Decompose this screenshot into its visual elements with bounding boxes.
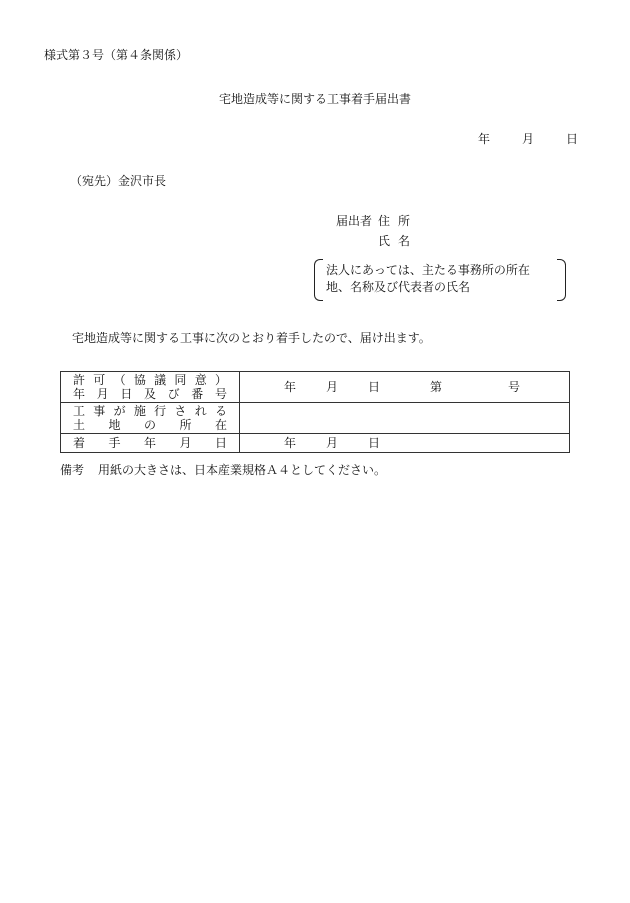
date-month-label: 月 [522, 132, 535, 146]
corporate-note [314, 259, 566, 299]
date-day-label: 日 [566, 132, 579, 146]
table-row [61, 434, 570, 453]
remark-label: 備考 [60, 463, 85, 477]
remark [60, 463, 386, 477]
addressee: （宛先）金沢市長 [70, 174, 167, 188]
table-row [61, 372, 570, 403]
right-bracket [557, 259, 566, 301]
date-year-label: 年 [478, 132, 491, 146]
submission-date [478, 132, 578, 146]
table-row [61, 403, 570, 434]
left-bracket [314, 259, 323, 301]
site-location-label-cell: 工 事 が 施 行 さ れ る 土 地 の 所 在 [61, 403, 240, 434]
applicant-name-label: 氏名 [378, 234, 419, 248]
start-date-label-cell: 着 手 年 月 日 [61, 434, 240, 453]
statement-text: 宅地造成等に関する工事に次のとおり着手したので、届け出ます。 [72, 331, 431, 345]
start-date-value-cell[interactable]: 年 月 日 [240, 434, 570, 453]
form-number: 様式第３号（第４条関係） [44, 48, 189, 62]
applicant-block [314, 214, 418, 248]
applicant-address-label: 住所 [378, 214, 419, 228]
applicant-role-label: 届出者 [335, 214, 372, 228]
details-table [60, 371, 570, 453]
remark-text: 用紙の大きさは、日本産業規格Ａ４としてください。 [98, 463, 387, 477]
permit-label-cell: 許 可 （ 協 議 同 意 ） 年 月 日 及 び 番 号 [61, 372, 240, 403]
corporate-note-line1: 法人にあっては、主たる事務所の所在 [326, 263, 530, 277]
site-location-value-cell[interactable] [240, 403, 570, 434]
document-title: 宅地造成等に関する工事着手届出書 [218, 92, 411, 106]
permit-value-cell[interactable]: 年 月 日 第 号 [240, 372, 570, 403]
corporate-note-line2: 地、名称及び代表者の氏名 [326, 280, 471, 294]
